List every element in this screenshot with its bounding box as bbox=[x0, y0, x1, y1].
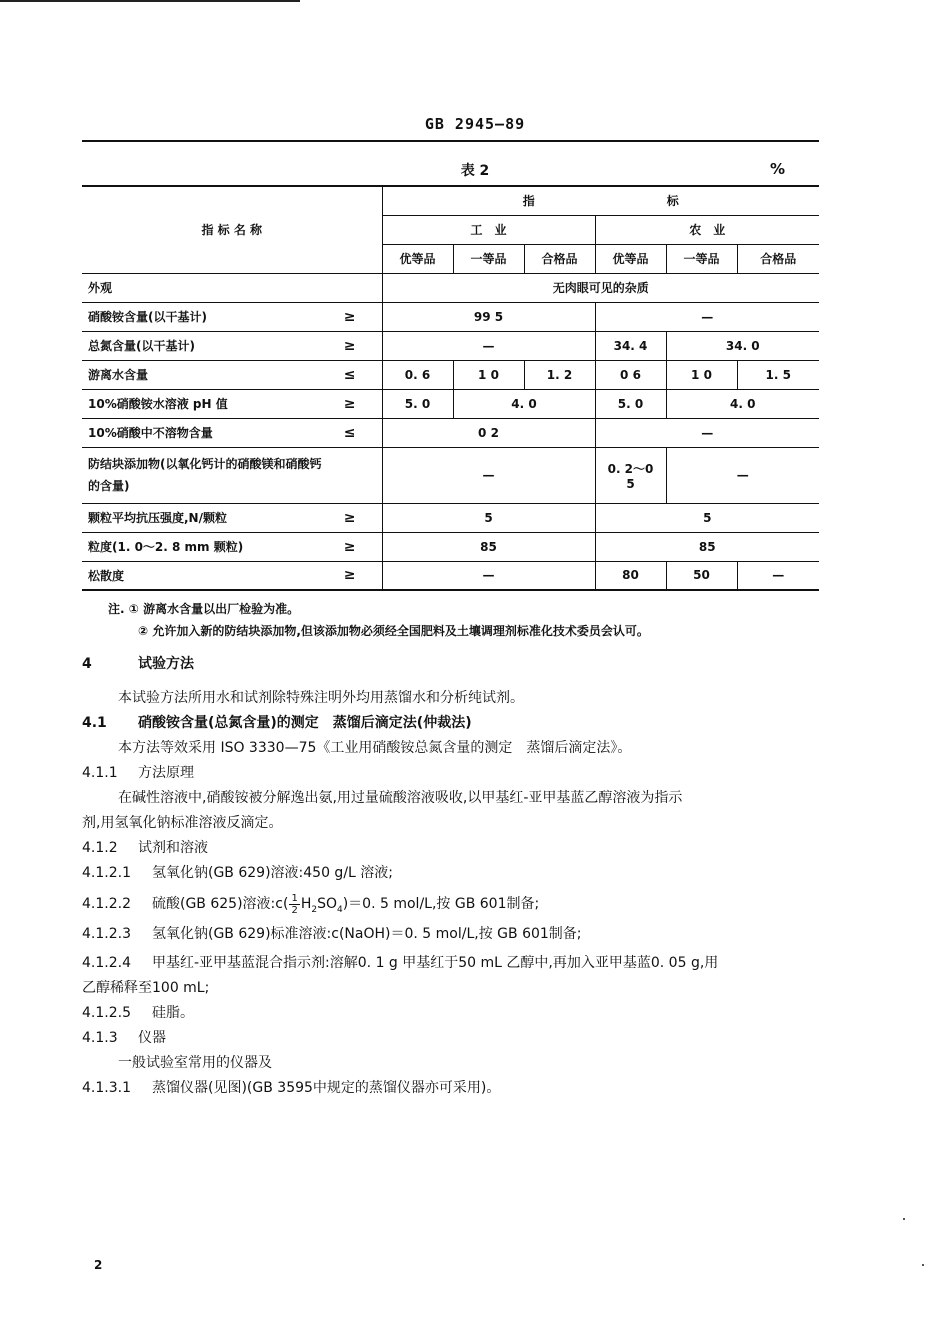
grade-header: 一等品 bbox=[453, 244, 524, 273]
paragraph: 在碱性溶液中,硝酸铵被分解逸出氨,用过量硫酸溶液吸收,以甲基红-亚甲基蓝乙醇溶液为指示 bbox=[118, 790, 683, 806]
item-text-end: )＝0. 5 mol/L,按 GB 601制备; bbox=[342, 896, 540, 912]
row-label: 松散度 bbox=[88, 568, 125, 583]
cell-value: — bbox=[666, 447, 819, 503]
document-body bbox=[82, 652, 822, 1101]
section-4-1-1-heading bbox=[82, 761, 822, 786]
item-number: 4.1.2.1 bbox=[82, 865, 131, 881]
table-row bbox=[82, 273, 819, 302]
table-notes bbox=[108, 598, 649, 642]
item-number: 4.1.2.3 bbox=[82, 926, 131, 942]
comparison-symbol: ≥ bbox=[343, 308, 356, 325]
cell-value: 80 bbox=[595, 561, 666, 590]
list-item-continued: 乙醇稀释至100 mL; bbox=[82, 980, 210, 996]
table-row bbox=[82, 389, 819, 418]
grade-header: 合格品 bbox=[737, 244, 819, 273]
section-4-1-heading bbox=[82, 711, 822, 736]
table-unit: % bbox=[770, 160, 786, 178]
grade-header: 优等品 bbox=[595, 244, 666, 273]
cell-value: 4. 0 bbox=[453, 389, 595, 418]
grade-header: 一等品 bbox=[666, 244, 737, 273]
note-2: ② 允许加入新的防结块添加物,但该添加物必须经全国肥料及土壤调理剂标准化技术委员会认可。 bbox=[138, 624, 649, 638]
fraction-numerator: 1 bbox=[291, 892, 298, 904]
section-4-1-2-heading bbox=[82, 836, 822, 861]
section-number: 4 bbox=[82, 656, 92, 672]
item-number: 4.1.2.2 bbox=[82, 896, 131, 912]
section-4-heading bbox=[82, 652, 822, 677]
standard-number-header: GB 2945—89 bbox=[424, 115, 526, 133]
cell-value: 无肉眼可见的杂质 bbox=[382, 273, 819, 302]
cell-value: 50 bbox=[666, 561, 737, 590]
section-title: 硝酸铵含量(总氮含量)的测定 蒸馏后滴定法(仲裁法) bbox=[138, 715, 472, 731]
paragraph: 本试验方法所用水和试剂除特殊注明外均用蒸馏水和分析纯试剂。 bbox=[118, 690, 524, 706]
grade-header: 合格品 bbox=[524, 244, 595, 273]
comparison-symbol: ≥ bbox=[343, 337, 356, 354]
cell-value: 1. 5 bbox=[737, 360, 819, 389]
table-row bbox=[82, 447, 819, 503]
list-item bbox=[82, 1001, 822, 1026]
paragraph: 本方法等效采用 ISO 3330—75《工业用硝酸铵总氮含量的测定 蒸馏后滴定法》。 bbox=[118, 740, 632, 756]
section-number: 4.1.1 bbox=[82, 765, 118, 781]
fraction bbox=[289, 893, 299, 916]
row-label-continued: 的含量) bbox=[88, 479, 130, 493]
section-4-1-3-heading bbox=[82, 1026, 822, 1051]
header-agriculture: 农 业 bbox=[595, 215, 819, 244]
table-row bbox=[82, 360, 819, 389]
item-text: 蒸馏仪器(见图)(GB 3595中规定的蒸馏仪器亦可采用)。 bbox=[152, 1080, 501, 1096]
list-item bbox=[82, 922, 822, 947]
cell-value: 0. 2～0 5 bbox=[595, 447, 666, 503]
cell-value: 85 bbox=[382, 532, 595, 561]
subscript: 4 bbox=[336, 904, 343, 915]
cell-value: 34. 0 bbox=[666, 331, 819, 360]
cell-value: — bbox=[382, 331, 595, 360]
cell-value: 34. 4 bbox=[595, 331, 666, 360]
header-divider bbox=[82, 140, 819, 142]
cell-value: 0 2 bbox=[382, 418, 595, 447]
table-row bbox=[82, 331, 819, 360]
scan-edge-line bbox=[0, 0, 300, 2]
cell-value: 1. 2 bbox=[524, 360, 595, 389]
cell-value: 0. 6 bbox=[382, 360, 453, 389]
list-item bbox=[82, 951, 822, 976]
item-text: 氢氧化钠(GB 629)溶液:450 g/L 溶液; bbox=[152, 865, 394, 881]
cell-value: — bbox=[595, 302, 819, 331]
header-indicator: 指 标 bbox=[382, 186, 819, 215]
row-label: 颗粒平均抗压强度,N/颗粒 bbox=[88, 511, 227, 525]
cell-value: 5. 0 bbox=[382, 389, 453, 418]
cell-value: 0 6 bbox=[595, 360, 666, 389]
comparison-symbol: ≥ bbox=[343, 538, 356, 555]
paragraph-continued: 剂,用氢氧化钠标准溶液反滴定。 bbox=[82, 815, 283, 831]
row-label: 10%硝酸铵水溶液 pH 值 bbox=[88, 397, 228, 411]
section-title: 试剂和溶液 bbox=[138, 840, 208, 856]
subscript: 2 bbox=[311, 904, 318, 915]
table-row bbox=[82, 532, 819, 561]
note-1: 注. ① 游离水含量以出厂检验为准。 bbox=[108, 602, 300, 616]
section-title: 试验方法 bbox=[138, 656, 194, 672]
page-number: 2 bbox=[94, 1258, 103, 1272]
scan-speck bbox=[922, 1264, 924, 1266]
section-title: 仪器 bbox=[138, 1030, 166, 1046]
cell-value: 1 0 bbox=[666, 360, 737, 389]
paragraph: 一般试验室常用的仪器及 bbox=[118, 1055, 272, 1071]
item-text: 硫酸(GB 625)溶液:c( bbox=[152, 896, 289, 912]
row-label: 外观 bbox=[82, 273, 382, 302]
item-number: 4.1.2.4 bbox=[82, 955, 131, 971]
table-row bbox=[82, 503, 819, 532]
cell-value: — bbox=[382, 561, 595, 590]
row-label: 粒度(1. 0～2. 8 mm 颗粒) bbox=[88, 540, 244, 554]
row-label: 防结块添加物(以氧化钙计的硝酸镁和硝酸钙 bbox=[88, 457, 322, 471]
scan-speck bbox=[903, 1218, 905, 1220]
specification-table bbox=[82, 185, 819, 591]
table-row bbox=[82, 418, 819, 447]
comparison-symbol: ≥ bbox=[343, 509, 356, 526]
table-row bbox=[82, 302, 819, 331]
list-item bbox=[82, 1076, 822, 1101]
cell-value: 5. 0 bbox=[595, 389, 666, 418]
chem-so: SO bbox=[317, 896, 337, 912]
cell-value: — bbox=[737, 561, 819, 590]
item-text: 硅脂。 bbox=[152, 1005, 194, 1021]
table-title: 表 2 bbox=[460, 163, 490, 179]
row-label: 硝酸铵含量(以干基计) bbox=[88, 310, 207, 324]
cell-value: 5 bbox=[595, 503, 819, 532]
list-item bbox=[82, 886, 822, 922]
item-text: 氢氧化钠(GB 629)标准溶液:c(NaOH)＝0. 5 mol/L,按 GB 601制备; bbox=[152, 926, 582, 942]
section-number: 4.1 bbox=[82, 715, 107, 731]
item-number: 4.1.3.1 bbox=[82, 1080, 131, 1096]
comparison-symbol: ≥ bbox=[343, 567, 356, 584]
item-text: 甲基红-亚甲基蓝混合指示剂:溶解0. 1 g 甲基红于50 mL 乙醇中,再加入亚甲基蓝0. 05 g,用 bbox=[152, 955, 719, 971]
cell-value: 5 bbox=[382, 503, 595, 532]
comparison-symbol: ≤ bbox=[343, 366, 356, 383]
cell-value: 4. 0 bbox=[666, 389, 819, 418]
comparison-symbol: ≥ bbox=[343, 395, 356, 412]
header-indicator-name: 指 标 名 称 bbox=[82, 186, 382, 273]
item-number: 4.1.2.5 bbox=[82, 1005, 131, 1021]
header-industry: 工 业 bbox=[382, 215, 595, 244]
cell-value: — bbox=[382, 447, 595, 503]
row-label: 10%硝酸中不溶物含量 bbox=[88, 426, 213, 440]
fraction-denominator: 2 bbox=[291, 904, 298, 916]
cell-value: — bbox=[595, 418, 819, 447]
comparison-symbol: ≤ bbox=[343, 424, 356, 441]
cell-value: 99 5 bbox=[382, 302, 595, 331]
row-label: 总氮含量(以干基计) bbox=[88, 339, 195, 353]
section-title: 方法原理 bbox=[138, 765, 194, 781]
table-row bbox=[82, 561, 819, 590]
section-number: 4.1.2 bbox=[82, 840, 118, 856]
section-number: 4.1.3 bbox=[82, 1030, 118, 1046]
list-item bbox=[82, 861, 822, 886]
chem-h: H bbox=[300, 896, 312, 912]
cell-value: 1 0 bbox=[453, 360, 524, 389]
cell-value: 85 bbox=[595, 532, 819, 561]
grade-header: 优等品 bbox=[382, 244, 453, 273]
row-label: 游离水含量 bbox=[88, 368, 149, 382]
